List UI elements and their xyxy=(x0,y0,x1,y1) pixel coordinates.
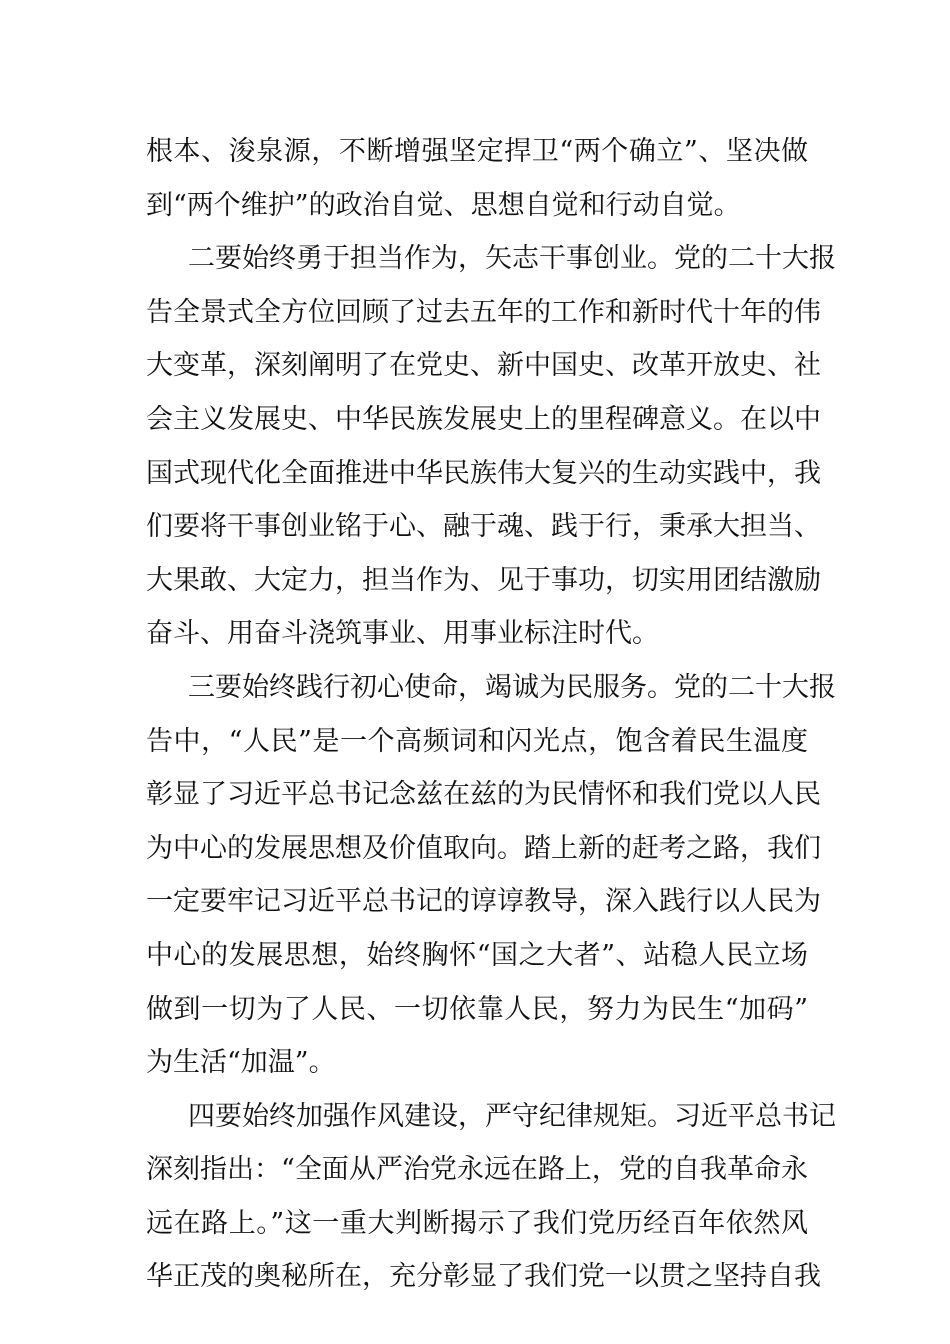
text-line: 告全景式全方位回顾了过去五年的工作和新时代十年的伟 xyxy=(146,296,821,328)
text-line: 会主义发展史、中华民族发展史上的里程碑意义。在以中 xyxy=(146,403,821,435)
text-line: 做到一切为了人民、一切依靠人民，努力为民生“加码” xyxy=(146,993,808,1025)
text-line: 国式现代化全面推进中华民族伟大复兴的生动实践中，我 xyxy=(146,457,821,489)
text-line: 大果敢、大定力，担当作为、见于事功，切实用团结激励 xyxy=(146,564,821,596)
text-line: 根本、浚泉源，不断增强坚定捍卫“两个确立”、坚决做 xyxy=(146,136,808,167)
text-line: 告中，“人民”是一个高频词和闪光点，饱含着民生温度 xyxy=(146,725,808,757)
paragraph-start-line: 四要始终加强作风建设，严守纪律规矩。习近平总书记 xyxy=(188,1100,836,1132)
paragraph-start-line: 三要始终践行初心使命，竭诚为民服务。党的二十大报 xyxy=(188,671,836,703)
text-line: 中心的发展思想，始终胸怀“国之大者”、站稳人民立场 xyxy=(146,939,808,971)
text-line: 为生活“加温”。 xyxy=(146,1047,336,1079)
text-line: 为中心的发展思想及价值取向。踏上新的赶考之路，我们 xyxy=(146,832,821,864)
text-line: 彰显了习近平总书记念兹在兹的为民情怀和我们党以人民 xyxy=(146,779,821,811)
text-line: 到“两个维护”的政治自觉、思想自觉和行动自觉。 xyxy=(146,189,741,221)
paragraph-start-line: 二要始终勇于担当作为，矢志干事创业。党的二十大报 xyxy=(188,243,836,275)
text-line: 远在路上。”这一重大判断揭示了我们党历经百年依然风 xyxy=(146,1207,808,1239)
text-line: 大变革，深刻阐明了在党史、新中国史、改革开放史、社 xyxy=(146,350,821,382)
text-line: 深刻指出：“全面从严治党永远在路上，党的自我革命永 xyxy=(146,1154,808,1186)
text-line: 们要将干事创业铭于心、融于魂、践于行，秉承大担当、 xyxy=(146,511,821,543)
text-line: 奋斗、用奋斗浇筑事业、用事业标注时代。 xyxy=(146,618,659,650)
text-line: 一定要牢记习近平总书记的谆谆教导，深入践行以人民为 xyxy=(146,886,821,918)
body-text xyxy=(146,125,836,1304)
text-line: 华正茂的奥秘所在，充分彰显了我们党一以贯之坚持自我 xyxy=(146,1261,821,1293)
